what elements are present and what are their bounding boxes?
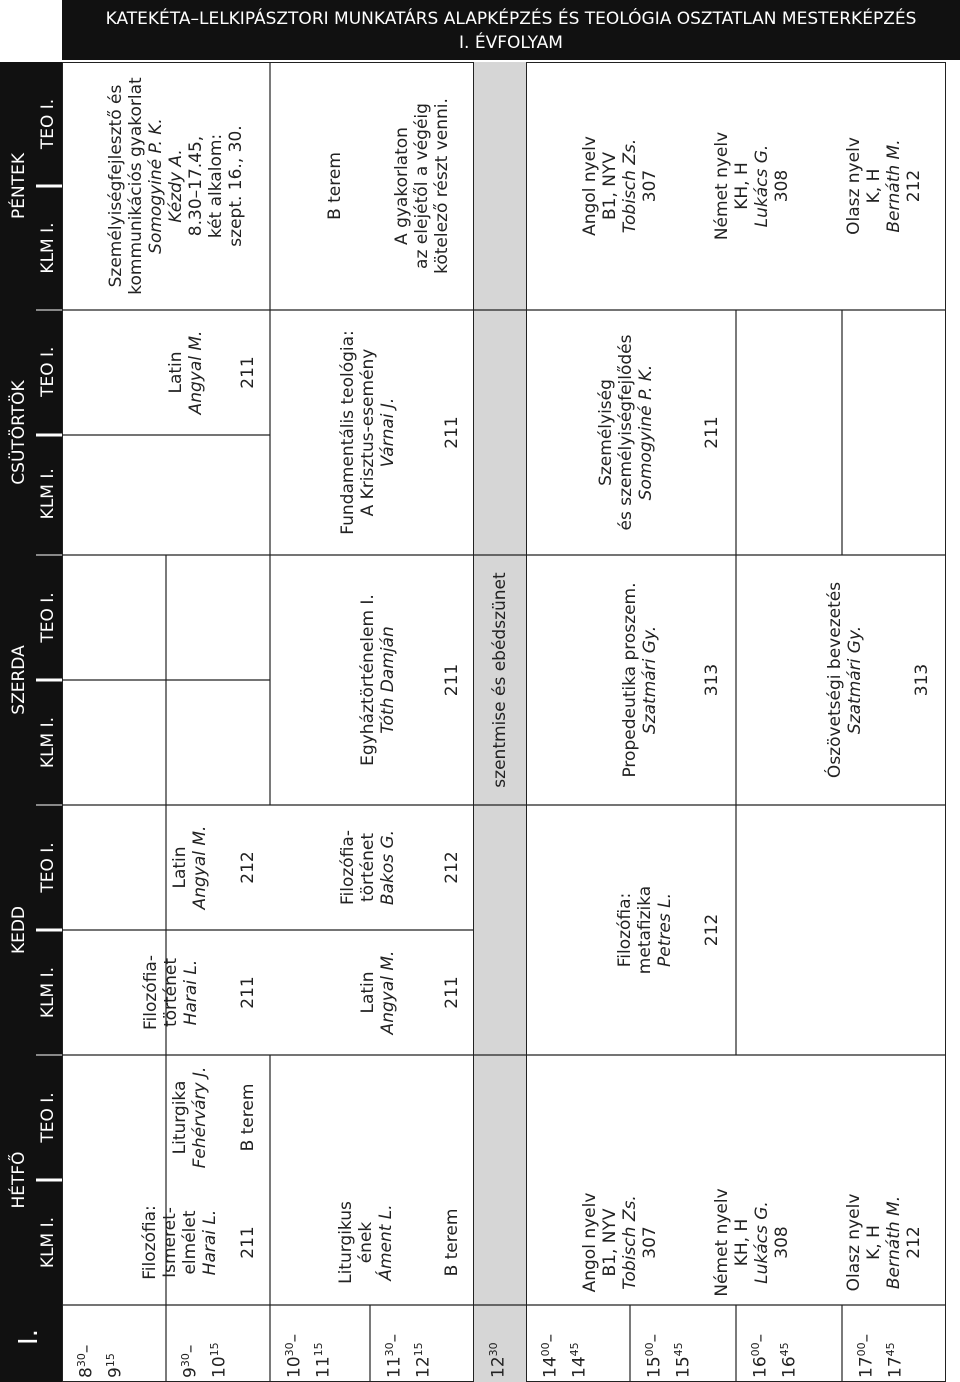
time-start-hour: 12: [488, 1356, 509, 1378]
cell-title: metafizika: [634, 885, 655, 975]
cell-title: Propedeutika proszem.: [619, 582, 640, 778]
day-group-teo-0: TEO I.: [38, 1092, 58, 1143]
time-start-hour: 11: [384, 1356, 405, 1378]
cell-title: Liturgikus: [335, 1201, 356, 1284]
cell-room: 313: [911, 663, 932, 697]
cell-sub: KH, H: [731, 162, 752, 210]
day-name-4: PÉNTEK: [9, 153, 29, 219]
tue-teo-b-room: [430, 805, 474, 930]
time-end: [407, 1308, 436, 1378]
day-name-3: CSÜTÖRTÖK: [9, 380, 29, 485]
tue-klm-b: [336, 930, 420, 1055]
time-start: [378, 1308, 407, 1378]
cell-room: 211: [441, 663, 462, 697]
thu-teo-a-room: [226, 310, 270, 435]
time-dash: –: [540, 1333, 561, 1343]
cell-room: B terem: [441, 1208, 462, 1277]
thu-teo-a: [136, 310, 236, 435]
cell-teacher: Szatmári Gy.: [845, 625, 865, 735]
time-slot-5: [534, 1308, 591, 1378]
time-end-min: 15: [411, 1342, 425, 1357]
corner-label: I.: [14, 1329, 44, 1345]
fri-b-room: [300, 62, 370, 310]
cell-teacher: Somogyiné P. K.: [636, 364, 657, 501]
cell-title: Személyiség: [595, 379, 616, 486]
cell-room: 307: [640, 169, 661, 203]
time-end-min: 15: [207, 1342, 221, 1357]
cell-note: két alkalom:: [206, 133, 227, 239]
time-start-min: 00: [855, 1342, 868, 1357]
cell-title: Olasz nyelv: [843, 137, 864, 235]
day-group-teo-1: TEO I.: [38, 842, 58, 893]
cell-teacher: Bernáth M.: [884, 1195, 904, 1290]
time-end-hour: 11: [313, 1356, 334, 1378]
cell-teacher: Harai L.: [200, 1209, 221, 1276]
fri-b-note: [370, 62, 474, 310]
time-start: [482, 1308, 511, 1378]
day-group-klm-1: KLM I.: [38, 966, 58, 1019]
mon-klm-b-room: [430, 1180, 474, 1305]
cell-sub: K, H: [863, 168, 884, 204]
cell-title: Egyháztörténelem I.: [357, 594, 378, 766]
time-start-hour: 15: [644, 1356, 665, 1378]
tue-klm-a: [106, 930, 236, 1055]
cell-room: 211: [237, 976, 258, 1009]
cell-room: 313: [701, 663, 722, 697]
mon-teo-a-room: [226, 1180, 270, 1305]
time-start-hour: 8: [76, 1367, 97, 1378]
cell-title: A Krisztus-esemény: [357, 348, 378, 517]
time-end-min: 45: [883, 1342, 897, 1357]
time-end-hour: 14: [569, 1356, 590, 1378]
cell-title: Filozófia-: [140, 955, 161, 1030]
time-dash: –: [284, 1333, 305, 1343]
mon-klm-b: [316, 1180, 416, 1305]
cell-sub: KH, H: [731, 1218, 752, 1267]
cell-title: Angol nyelv: [579, 1192, 600, 1293]
title-line-2: I. ÉVFOLYAM: [459, 33, 563, 53]
time-end-min: 45: [777, 1342, 791, 1357]
time-slot-8: [850, 1308, 907, 1378]
time-start-min: 00: [749, 1342, 762, 1357]
day-group-teo-2: TEO I.: [38, 592, 58, 643]
cell-teacher: Fehérváry J.: [190, 1066, 210, 1169]
time-end: [773, 1308, 802, 1378]
cell-note: A gyakorlaton: [391, 127, 412, 245]
cell-title: Fundamentális teológia:: [337, 330, 358, 535]
time-end-min: 45: [567, 1342, 581, 1357]
thu-pm: [566, 310, 686, 555]
time-start-min: 30: [383, 1342, 396, 1357]
time-end-min: 15: [311, 1342, 325, 1357]
cell-title: Angol nyelv: [579, 136, 600, 236]
time-end: [563, 1308, 592, 1378]
fri-pm-2: [824, 62, 944, 310]
time-dash: –: [750, 1333, 771, 1343]
time-end: [203, 1308, 232, 1378]
lunch-label: szentmise és ebédszünet: [490, 572, 510, 788]
cell-title: Latin: [357, 971, 378, 1014]
wed-pm-a: [600, 555, 680, 805]
time-start: [744, 1308, 773, 1378]
mon-klm-a-room: [226, 1055, 270, 1180]
cell-room: 307: [640, 1226, 661, 1259]
fri-pm-0: [560, 62, 680, 310]
fri-a: [76, 62, 276, 310]
time-dash: –: [180, 1344, 201, 1354]
cell-title: történet: [357, 832, 378, 903]
time-start-min: 30: [487, 1342, 500, 1357]
cell-teacher: Tóth Damján: [378, 626, 398, 734]
cell-room: 212: [441, 851, 462, 884]
mon-pm-2: [824, 1180, 944, 1305]
tue-pm-room: [690, 805, 734, 1055]
wed-b: [336, 555, 420, 805]
time-start: [278, 1308, 307, 1378]
time-end-hour: 15: [673, 1356, 694, 1378]
time-end-hour: 10: [209, 1356, 230, 1378]
cell-teacher: Harai L.: [181, 959, 202, 1026]
time-end-hour: 16: [779, 1356, 800, 1378]
time-dash: –: [384, 1333, 405, 1343]
day-name-0: HÉTFŐ: [9, 1151, 29, 1209]
tue-teo-a: [140, 805, 240, 930]
time-end: [667, 1308, 696, 1378]
mon-pm-0: [560, 1180, 680, 1305]
cell-title: kommunikációs gyakorlat: [125, 77, 146, 295]
time-slot-3: [378, 1308, 435, 1378]
cell-title: Német nyelv: [711, 1188, 732, 1297]
time-start: [638, 1308, 667, 1378]
time-start-min: 30: [283, 1342, 296, 1357]
wed-pm-b-room: [900, 555, 944, 805]
time-start-hour: 17: [856, 1356, 877, 1378]
time-dash: –: [76, 1344, 97, 1354]
mon-pm-1: [692, 1180, 812, 1305]
cell-room: 308: [772, 169, 793, 203]
tue-klm-a-room: [226, 930, 270, 1055]
time-end-min: 15: [103, 1353, 117, 1368]
cell-teacher: Áment L.: [376, 1204, 397, 1281]
cell-title: ének: [355, 1221, 376, 1264]
cell-room: 211: [441, 416, 462, 449]
time-start-hour: 14: [540, 1356, 561, 1378]
cell-note: kötelező részt venni.: [432, 98, 453, 274]
cell-teacher: Tobisch Zs.: [620, 1195, 640, 1290]
cell-sub: B1, NYV: [599, 151, 620, 221]
cell-teacher: Somogyiné P. K.: [145, 118, 166, 254]
time-dash: –: [856, 1333, 877, 1343]
day-group-klm-0: KLM I.: [38, 1216, 58, 1269]
cell-room: 211: [237, 356, 258, 389]
cell-teacher: Petres L.: [655, 893, 676, 967]
cell-title: Filozófia:: [614, 892, 635, 968]
cell-title: Személyiségfejlesztő és: [105, 84, 126, 288]
day-group-klm-3: KLM I.: [38, 468, 58, 520]
wed-pm-a-room: [690, 555, 734, 805]
cell-title: Olasz nyelv: [843, 1193, 864, 1292]
time-end-hour: 12: [413, 1356, 434, 1378]
cell-teacher: Lukács G.: [752, 144, 772, 228]
cell-room: 212: [904, 1226, 925, 1259]
cell-note: szept. 16., 30.: [226, 125, 247, 247]
cell-time: 8.30–17.45,: [186, 135, 207, 237]
cell-teacher: Szatmári Gy.: [640, 625, 660, 735]
time-dash: –: [644, 1333, 665, 1343]
time-start-hour: 10: [284, 1356, 305, 1378]
time-start: [850, 1308, 879, 1378]
wed-b-room: [430, 555, 474, 805]
cell-room: 308: [772, 1226, 793, 1259]
cell-room: 212: [904, 169, 925, 203]
cell-teacher: Lukács G.: [752, 1201, 772, 1284]
day-name-2: SZERDA: [9, 645, 29, 715]
tue-klm-b-room: [430, 930, 474, 1055]
cell-title: Liturgika: [169, 1080, 190, 1155]
cell-title: Filozófia-: [337, 830, 358, 905]
cell-title: Latin: [165, 351, 186, 394]
cell-teacher: Tobisch Zs.: [620, 138, 640, 234]
wed-pm-b: [800, 555, 890, 805]
time-end-hour: 9: [105, 1367, 126, 1378]
cell-title: történet: [160, 957, 181, 1028]
day-group-teo-4: TEO I.: [38, 98, 58, 150]
thu-b: [316, 310, 420, 555]
time-end-hour: 17: [885, 1356, 906, 1378]
thu-pm-room: [690, 310, 734, 555]
time-start-min: 30: [75, 1353, 88, 1368]
cell-teacher: Várnai J.: [378, 397, 399, 468]
time-start-min: 00: [539, 1342, 552, 1357]
cell-title: Ismeret-: [159, 1207, 180, 1278]
time-slot-0: [70, 1308, 127, 1378]
cell-teacher: Kézdy A.: [165, 149, 186, 223]
day-group-klm-2: KLM I.: [38, 716, 58, 769]
day-name-1: KEDD: [9, 905, 29, 955]
cell-room: B terem: [237, 1083, 258, 1152]
time-slot-7: [744, 1308, 801, 1378]
time-start: [174, 1308, 203, 1378]
cell-title: elmélet: [180, 1210, 200, 1275]
cell-sub: K, H: [863, 1225, 884, 1260]
cell-room: 211: [701, 416, 722, 449]
day-group-teo-3: TEO I.: [38, 346, 58, 397]
time-start-min: 00: [643, 1342, 656, 1357]
time-start-hour: 16: [750, 1356, 771, 1378]
cell-room: 212: [701, 913, 722, 947]
time-start: [70, 1308, 99, 1378]
cell-title: Latin: [169, 846, 190, 889]
time-slot-1: [174, 1308, 231, 1378]
time-end: [99, 1308, 128, 1378]
fri-pm-1: [692, 62, 812, 310]
thu-b-room: [430, 310, 474, 555]
time-start-min: 30: [179, 1353, 192, 1368]
cell-room: B terem: [324, 152, 345, 220]
time-slot-4: [482, 1308, 511, 1378]
cell-teacher: Angyal M.: [186, 330, 206, 415]
cell-room: 211: [237, 1226, 258, 1259]
time-slot-6: [638, 1308, 695, 1378]
time-end: [307, 1308, 336, 1378]
cell-room: 212: [237, 851, 258, 884]
cell-note: az elejétől a végéig: [411, 103, 432, 269]
cell-title: Ószövetségi bevezetés: [824, 581, 845, 779]
title-line-1: KATEKÉTA–LELKIPÁSZTORI MUNKATÁRS ALAPKÉPZÉS ÉS TEOLÓGIA OSZTATLAN MESTERKÉPZÉS: [105, 9, 917, 29]
time-end-min: 45: [671, 1342, 685, 1357]
cell-title: Filozófia:: [139, 1205, 160, 1280]
time-end: [879, 1308, 908, 1378]
cell-teacher: Bakos G.: [378, 829, 399, 906]
time-slot-2: [278, 1308, 335, 1378]
cell-teacher: Bernáth M.: [884, 139, 904, 233]
cell-room: 211: [441, 976, 462, 1009]
day-group-klm-4: KLM I.: [38, 222, 58, 274]
time-start-hour: 9: [180, 1367, 201, 1378]
cell-title: Német nyelv: [711, 131, 732, 241]
time-start: [534, 1308, 563, 1378]
cell-teacher: Angyal M.: [190, 825, 210, 910]
tue-teo-b: [316, 805, 420, 930]
cell-title: és személyiségfejlődés: [615, 334, 636, 531]
cell-sub: B1, NYV: [599, 1208, 620, 1277]
tue-teo-a-room: [226, 805, 270, 930]
cell-teacher: Angyal M.: [378, 950, 398, 1035]
